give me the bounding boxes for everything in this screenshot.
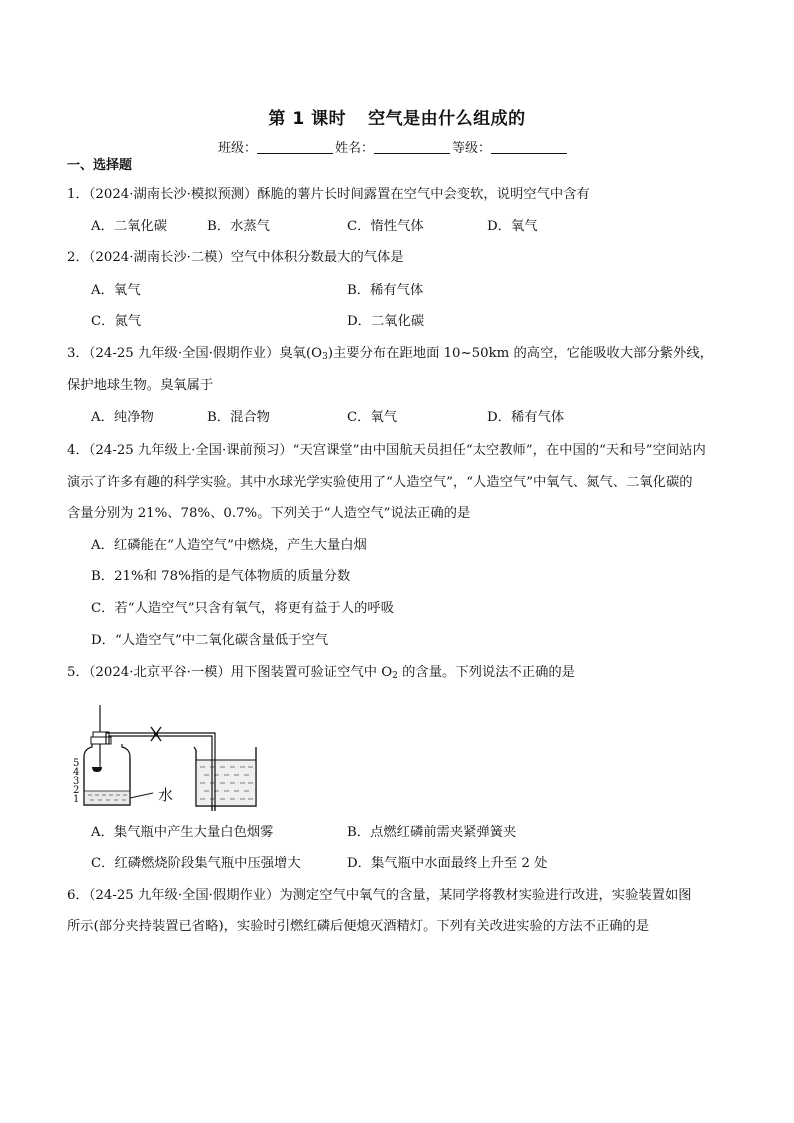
name-label: 姓名： [335,141,375,156]
question-6-text-line-1: 6．（24-25 九年级·全国·假期作业）为测定空气中氧气的含量，某同学将教材实验进行改进，实验装置如图 [67,888,692,903]
question-5-text: 5．（2024·北京平谷·一模）用下图装置可验证空气中 $O_2$ 的含量。下列说法不正确的是 [67,665,575,681]
grade-label: 等级： [452,141,492,156]
question-1-text: 1．（2024·湖南长沙·模拟预测）酥脆的薯片长时间露置在空气中会变软，说明空气中含有 [67,187,590,202]
water-label-pointer [130,793,153,798]
gas-collection-bottle [84,732,130,805]
combustion-spoon [92,767,102,772]
q4-option-b: B．21%和 78%指的是气体物质的质量分数 [91,569,351,584]
question-6-text-line-2: 所示(部分夹持装置已省略)，实验时引燃红磷后便熄灭酒精灯。下列有关改进实验的方法不正确的是 [67,919,650,934]
q5-option-b: B．点燃红磷前需夹紧弹簧夹 [347,825,517,840]
question-3-text-line-1: 3．（24-25 九年级·全国·假期作业）臭氧$(O_3)$主要分布在距地面 10~50km 的高空，它能吸收大部分紫外线， [67,346,713,362]
page-title [0,104,794,129]
q2-option-d: D．二氧化碳 [347,314,425,329]
q3-option-a: A．纯净物 [91,410,154,425]
title-lesson: 第 1 课时 [268,109,347,129]
q4-option-c: C．若“人造空气”只含有氧气，将更有益于人的呼吸 [91,601,395,616]
student-info-row [218,137,569,156]
grade-blank [491,141,567,154]
scale-label-2: 2 [73,785,80,796]
scale-label-3: 3 [73,776,80,787]
q1-option-d: D．氧气 [487,219,538,234]
red-phosphorus-apparatus-figure [70,705,270,813]
water-label: 水 [158,786,174,804]
q5-option-a: A．集气瓶中产生大量白色烟雾 [91,825,274,840]
question-4-text-line-1: 4．（24-25 九年级上·全国·课前预习）“天宫课堂”由中国航天员担任“太空教师”，在中国的“天和号”空间站内 [67,443,706,458]
q2-option-c: C．氮气 [91,314,142,329]
water-beaker [194,747,256,811]
q4-option-a: A．红磷能在“人造空气”中燃烧，产生大量白烟 [91,538,367,553]
q2-option-a: A．氧气 [91,283,141,298]
class-blank [257,141,333,154]
q3-option-d: D．稀有气体 [487,410,565,425]
question-3-text-line-2: 保护地球生物。臭氧属于 [67,378,214,393]
question-4-text-line-3: 含量分别为 21%、78%、0.7%。下列关于“人造空气”说法正确的是 [67,506,471,521]
q3-option-b: B．混合物 [207,410,270,425]
name-blank [374,141,450,154]
class-label: 班级： [218,141,258,156]
question-4-text-line-2: 演示了许多有趣的科学实验。其中水球光学实验使用了“人造空气”，“人造空气”中氧气、氮气、二氧化碳的 [67,475,693,490]
section-heading: 一、选择题 [67,158,133,173]
q1-option-c: C．惰性气体 [347,219,424,234]
scale-label-4: 4 [73,767,80,778]
q5-option-c: C．红磷燃烧阶段集气瓶中压强增大 [91,856,301,871]
title-topic: 空气是由什么组成的 [368,109,526,129]
q1-option-a: A．二氧化碳 [91,219,168,234]
question-2-text: 2．（2024·湖南长沙·二模）空气中体积分数最大的气体是 [67,250,404,265]
q5-option-d: D．集气瓶中水面最终上升至 2 处 [347,856,548,871]
scale-label-1: 1 [73,794,80,805]
q3-option-c: C．氧气 [347,410,398,425]
q1-option-b: B．水蒸气 [207,219,270,234]
q4-option-d: D．“人造空气”中二氧化碳含量低于空气 [91,633,329,648]
q2-option-b: B．稀有气体 [347,283,424,298]
scale-label-5: 5 [73,758,80,769]
spring-clip [151,727,161,741]
